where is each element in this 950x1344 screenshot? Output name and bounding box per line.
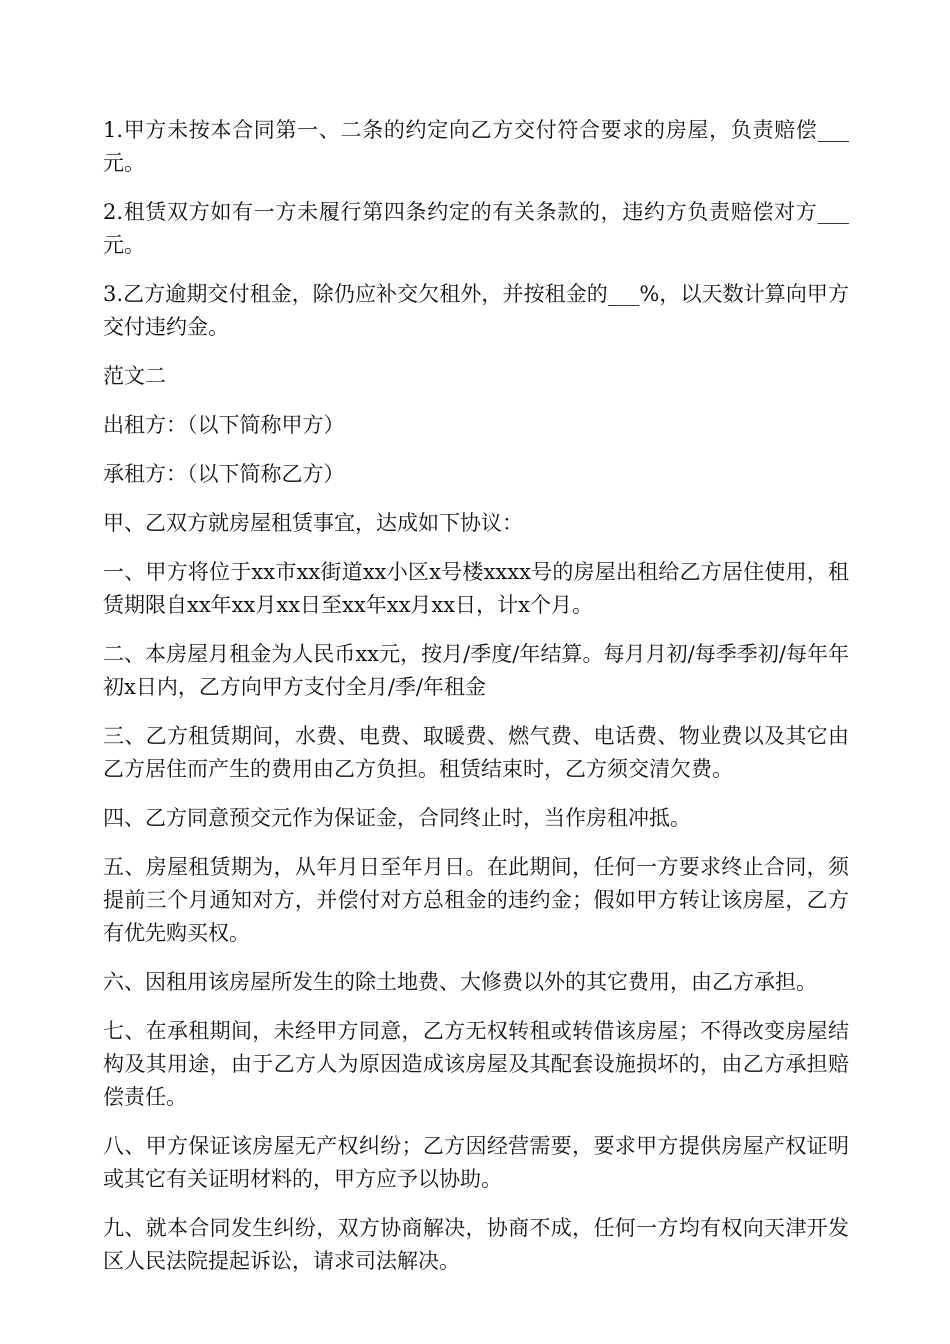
article-5: 五、房屋租赁期为，从年月日至年月日。在此期间，任何一方要求终止合同，须提前三个月通知对方，并偿付对方总租金的违约金；假如甲方转让该房屋，乙方有优先购买权。 xyxy=(103,855,849,945)
section-heading: 范文二 xyxy=(103,364,166,388)
clause-2-breach: 2.租赁双方如有一方未履行第四条约定的有关条款的，违约方负责赔偿对方___元。 xyxy=(103,200,849,257)
article-2: 二、本房屋月租金为人民币xx元，按月/季度/年结算。每月月初/每季季初/每年年初x日内，乙方向甲方支付全月/季/年租金 xyxy=(103,642,849,699)
agreement-intro: 甲、乙双方就房屋租赁事宜，达成如下协议： xyxy=(103,511,523,535)
article-6: 六、因租用该房屋所发生的除土地费、大修费以外的其它费用，由乙方承担。 xyxy=(103,970,817,994)
clause-3-late-rent: 3.乙方逾期交付租金，除仍应补交欠租外，并按租金的___%，以天数计算向甲方交付违约金。 xyxy=(103,282,849,339)
article-9: 九、就本合同发生纠纷，双方协商解决，协商不成，任何一方均有权向天津开发区人民法院提起诉讼，请求司法解决。 xyxy=(103,1216,849,1273)
article-4: 四、乙方同意预交元作为保证金，合同终止时，当作房租冲抵。 xyxy=(103,806,691,830)
lessor-line: 出租方：（以下简称甲方） xyxy=(103,413,345,437)
article-3: 三、乙方租赁期间，水费、电费、取暖费、燃气费、电话费、物业费以及其它由乙方居住而产生的费用由乙方负担。租赁结束时，乙方须交清欠费。 xyxy=(103,724,849,781)
document-page xyxy=(103,114,849,1294)
article-1: 一、甲方将位于xx市xx街道xx小区x号楼xxxx号的房屋出租给乙方居住使用，租赁期限自xx年xx月xx日至xx年xx月xx日，计x个月。 xyxy=(103,560,849,617)
article-8: 八、甲方保证该房屋无产权纠纷；乙方因经营需要，要求甲方提供房屋产权证明或其它有关证明材料的，甲方应予以协助。 xyxy=(103,1134,849,1191)
article-7: 七、在承租期间，未经甲方同意，乙方无权转租或转借该房屋；不得改变房屋结构及其用途，由于乙方人为原因造成该房屋及其配套设施损坏的，由乙方承担赔偿责任。 xyxy=(103,1019,849,1109)
clause-1-compensation: 1.甲方未按本合同第一、二条的约定向乙方交付符合要求的房屋，负责赔偿___元。 xyxy=(103,118,849,175)
lessee-line: 承租方：（以下简称乙方） xyxy=(103,462,345,486)
